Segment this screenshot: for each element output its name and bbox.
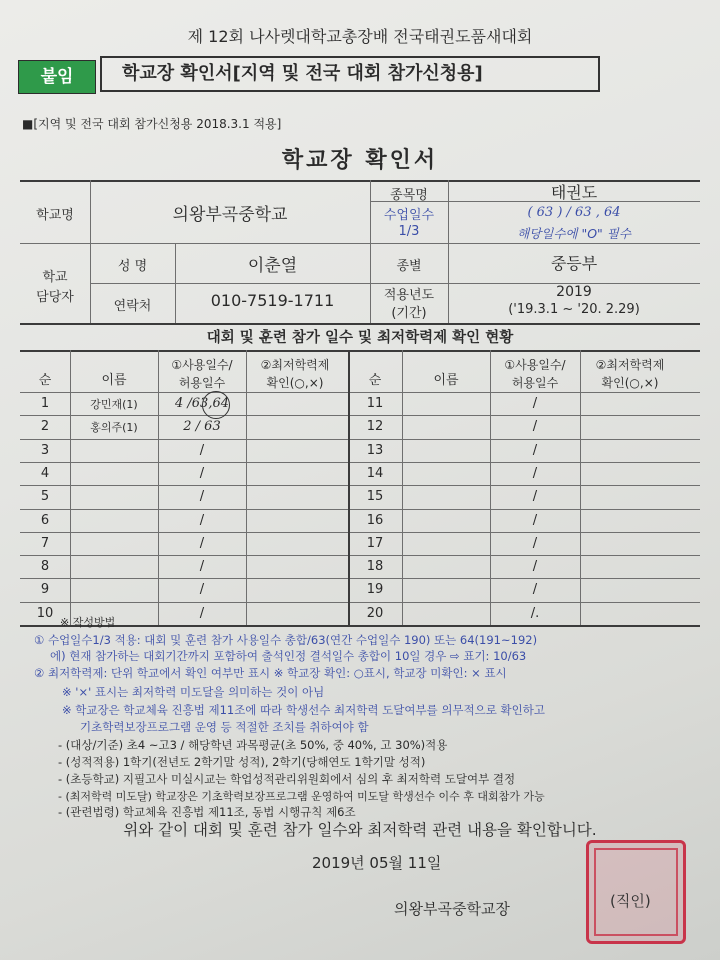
table-column-divider [70, 350, 71, 625]
row-number: 1 [40, 396, 50, 411]
year-value: 2019 [556, 284, 592, 300]
contact-label: 연락처 [113, 299, 152, 314]
row-days: /. [530, 605, 540, 621]
note-line-3: ② 최저학력제: 단위 학교에서 확인 여부만 표시 ※ 학교장 확인: ○표시, 학교장 미확인: × 표시 [34, 666, 507, 680]
manager-label: 학교 [42, 270, 68, 285]
school-value: 의왕부곡중학교 [172, 205, 288, 225]
table-header-divider [20, 392, 700, 393]
row-days: / [532, 535, 538, 551]
days-note: 해당일수에 "O" 필수 [517, 226, 631, 241]
header-check-right: 확인(○,×) [601, 376, 659, 390]
table-bottom-border [20, 625, 700, 627]
table-row-divider [20, 509, 700, 510]
contact-value: 010-7519-1711 [210, 291, 335, 310]
row-days: / [532, 582, 538, 598]
note-line-10: - (최저학력 미도달) 학교장은 기초학력보장프로그램 운영하여 미도달 학생선수 이수 후 대회참가 가능 [58, 790, 545, 803]
row-name: 홍의주(1) [90, 421, 138, 435]
row-days: / [199, 465, 205, 481]
year-label: 적용년도 [383, 288, 435, 303]
table-row-divider [20, 415, 700, 416]
row-days: / [532, 512, 538, 528]
row-number: 13 [366, 442, 384, 458]
header-no-right: 순 [368, 373, 382, 388]
header-no-left: 순 [38, 373, 52, 388]
row-number: 16 [366, 512, 384, 528]
row-number: 19 [366, 582, 384, 598]
days-label: 수업일수 [383, 208, 435, 223]
notes-heading: ※ 작성방법 [60, 616, 116, 629]
attachment-badge: 붙임 [18, 60, 96, 94]
header-min-left: ②최저학력제 [260, 358, 330, 372]
note-line-1: ① 수업일수1/3 적용: 대회 및 훈련 참가 사용일수 총합/63(연간 수업일수 190) 또는 64(191~192) [34, 633, 538, 647]
info-table-bottom-border [20, 323, 700, 325]
note-line-2: 에) 현재 참가하는 대회기간까지 포함하여 출석인정 결석일수 총합이 10일 경우 ⇨ 표기: 10/63 [50, 649, 527, 663]
event-label: 종목명 [390, 188, 428, 203]
circled-63-mark [202, 391, 230, 419]
row-number: 9 [40, 582, 50, 598]
row-number: 3 [40, 442, 50, 458]
header-allowed-right: 허용일수 [511, 376, 559, 390]
row-number: 17 [366, 535, 384, 551]
section-title: 대회 및 훈련 참가 일수 및 최저학력제 확인 현황 [206, 330, 514, 346]
row-days: / [532, 396, 538, 411]
school-label: 학교명 [36, 208, 74, 223]
document-title-box: 학교장 확인서[지역 및 전국 대회 참가신청용] [100, 56, 600, 92]
row-days: / [199, 535, 205, 551]
table-column-divider [580, 350, 581, 625]
row-days: / [532, 489, 538, 505]
seal-mark: (직인) [610, 892, 651, 910]
row-days: 2 / 63 [183, 419, 221, 435]
row-days: / [199, 582, 205, 598]
manager-label-2: 담당자 [36, 290, 74, 305]
name-label: 성 명 [117, 259, 148, 274]
note-line-7: - (대상/기준) 초4 ~고3 / 해당학년 과목평균(초 50%, 중 40%, 고 30%)적용 [58, 738, 448, 752]
year-period-label: (기간) [391, 306, 427, 321]
confirmation-date: 2019년 05월 11일 [312, 854, 442, 872]
note-line-5: ※ 학교장은 학교체육 진흥법 제11조에 따라 학생선수 최저학력 도달여부를 의무적으로 확인하고 [62, 703, 545, 717]
table-column-divider [246, 350, 247, 625]
form-note: ■[지역 및 전국 대회 참가신청용 2018.3.1 적용] [22, 117, 282, 131]
row-days: / [199, 605, 205, 621]
row-number: 10 [36, 605, 54, 621]
main-title: 학교장 확인서 [281, 148, 439, 173]
row-number: 4 [40, 465, 50, 481]
row-days: 4 /63,64 [175, 396, 229, 411]
category-value: 중등부 [550, 254, 598, 273]
event-title: 제 12회 나사렛대학교총장배 전국태권도품새대회 [187, 27, 533, 46]
row-days: / [532, 442, 538, 458]
note-line-4: ※ '×' 표시는 최저학력 미도달을 의미하는 것이 아님 [62, 685, 325, 699]
header-check-left: 확인(○,×) [266, 376, 324, 390]
header-allowed-left: 허용일수 [178, 376, 226, 390]
table-row-divider [20, 462, 700, 463]
table-row-divider [20, 555, 700, 556]
note-line-11: - (관련법령) 학교체육 진흥법 제11조, 동법 시행규칙 제6조 [58, 805, 356, 819]
row-days: / [199, 559, 205, 575]
confirmation-statement: 위와 같이 대회 및 훈련 참가 일수와 최저학력 관련 내용을 확인합니다. [123, 821, 597, 839]
days-ratio-label: 1/3 [398, 224, 420, 239]
row-days: / [532, 465, 538, 481]
year-period-value: ('19.3.1 ~ '20. 2.29) [508, 302, 640, 317]
note-line-9: - (초등학교) 지필고사 미실시교는 학업성적관리위원회에서 심의 후 최저학력 도달여부 결정 [58, 772, 516, 786]
row-number: 5 [40, 489, 50, 505]
days-value: ( 63 ) / 63 , 64 [527, 205, 621, 220]
row-days: / [532, 419, 538, 435]
event-value: 태권도 [550, 183, 598, 202]
info-divider [20, 243, 700, 244]
row-number: 7 [40, 535, 50, 551]
manager-name: 이춘열 [247, 256, 298, 276]
table-top-border [20, 350, 700, 352]
row-number: 11 [366, 396, 384, 411]
table-row-divider [20, 602, 700, 603]
row-number: 8 [40, 559, 50, 575]
table-row-divider [20, 578, 700, 579]
row-number: 6 [40, 512, 50, 528]
table-row-divider [20, 485, 700, 486]
row-number: 18 [366, 559, 384, 575]
row-days: / [532, 559, 538, 575]
principal-signature-line: 의왕부곡중학교장 [394, 900, 510, 918]
header-name-right: 이름 [433, 373, 459, 388]
row-number: 2 [40, 419, 50, 435]
header-min-right: ②최저학력제 [595, 358, 665, 372]
header-name-left: 이름 [101, 373, 127, 388]
table-column-divider [402, 350, 403, 625]
header-days-right: ①사용일수/ [504, 358, 566, 372]
row-number: 20 [366, 605, 384, 621]
category-label: 종별 [396, 259, 422, 274]
note-line-6: 기초학력보장프로그램 운영 등 적절한 조치를 취하여야 함 [80, 720, 369, 734]
table-row-divider [20, 439, 700, 440]
row-number: 14 [366, 465, 384, 481]
header-days-left: ①사용일수/ [171, 358, 233, 372]
row-number: 12 [366, 419, 384, 435]
row-days: / [199, 442, 205, 458]
row-days: / [199, 512, 205, 528]
row-number: 15 [366, 489, 384, 505]
note-line-8: - (성적적용) 1학기(전년도 2학기말 성적), 2학기(당해연도 1학기말 성적) [58, 755, 426, 769]
row-name: 강민재(1) [90, 398, 138, 411]
table-row-divider [20, 532, 700, 533]
row-days: / [199, 489, 205, 505]
